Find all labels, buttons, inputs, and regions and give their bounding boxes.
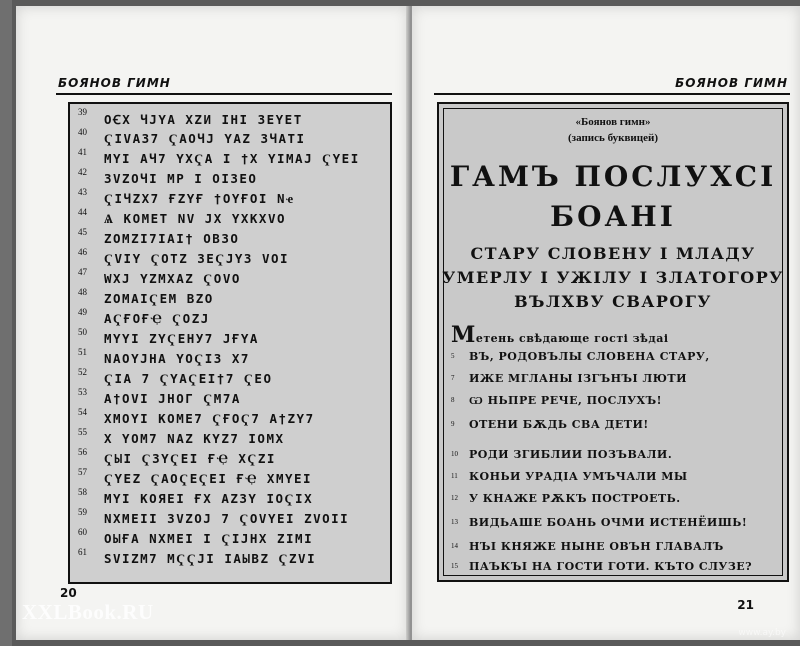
line-number: 61 xyxy=(78,547,87,557)
line-number: 54 xyxy=(78,407,87,417)
right-page-number: 21 xyxy=(737,598,754,612)
line-text: ZОМАІҀЕМ ВZО xyxy=(104,291,214,306)
line-text: ОꞒХ ЧЈҮА ХZИ ІНІ ЗЕҮЕТ xyxy=(104,112,303,127)
line-number: 47 xyxy=(78,267,87,277)
main-title-line-2: БОАНІ xyxy=(550,200,676,233)
line-text: ҀІА 7 ҀҮАҀЕІ†7 ҀЕО xyxy=(104,371,273,386)
verse-text: ПАЪКЪІ НА ГОСТИ ГОТИ. КЪТО СЛУЗЕ? xyxy=(469,560,753,573)
line-text: ХМОҮІ КОМЕ7 ҀҒОҀ7 А†ZҮ7 xyxy=(104,411,315,426)
line-number: 49 xyxy=(78,307,87,317)
line-text: А†ОVІ ЈНОГ ҀМ7А xyxy=(104,391,241,406)
verse-text-body: етень свѣдающе гості зѣдаі xyxy=(475,332,669,345)
verse-number: 5 xyxy=(451,352,455,360)
line-number: 56 xyxy=(78,447,87,457)
script-frame xyxy=(68,102,392,584)
line-number: 44 xyxy=(78,207,87,217)
line-text: NАОҮЈНА ҮОҀІЗ Х7 xyxy=(104,351,250,366)
text-frame xyxy=(437,102,789,582)
line-number: 40 xyxy=(78,127,87,137)
subtitle-line-3: ВЪЛХВУ СВАРОГУ xyxy=(514,292,712,311)
line-text: МҮІ АЧ7 ҮХҀА І †Х ҮІМАЈ ҀҮЕІ xyxy=(104,151,360,166)
verse-number: 8 xyxy=(451,396,455,404)
line-text: ҀІЧZХ7 ҒZҮҒ †ОҮҒОІ Nҽ xyxy=(104,191,295,206)
book-spread xyxy=(12,0,800,646)
line-number: 45 xyxy=(78,227,87,237)
line-text: ҀІVАЗ7 ҀАОЧЈ ҮАZ ЗЧАТІ xyxy=(104,131,306,146)
line-text: ЗVZОЧІ МР І ОІЗЕО xyxy=(104,171,258,186)
verse-number: 12 xyxy=(451,494,458,502)
main-title-line-1: ГАМЪ ПОСЛУХСІ xyxy=(449,160,777,193)
line-text: ЅVІZМ7 МҀҀЈІ ІАЫВZ ҀZVІ xyxy=(104,551,317,566)
line-number: 55 xyxy=(78,427,87,437)
subtitle-line-2: УМЕРЛУ І УЖІЛУ І ЗЛАТОГОРУ xyxy=(442,268,784,287)
caption-subtitle: (запись буквицей) xyxy=(568,132,658,144)
line-text: ZОМZІ7ІАІ† ОВЗО xyxy=(104,231,240,246)
left-head-rule xyxy=(56,93,392,95)
line-number: 53 xyxy=(78,387,87,397)
verse-text: НЪІ КНЯЖЕ НЫНЕ ОВЪН ГЛАВАЛЪ xyxy=(469,540,724,553)
drop-cap: М xyxy=(451,322,476,348)
verse-text: ВИДЬАШЕ БОАНЬ ОЧМИ ИСТЕНЁИШЬ! xyxy=(469,516,748,529)
right-head-rule xyxy=(434,93,790,95)
line-number: 51 xyxy=(78,347,87,357)
line-number: 42 xyxy=(78,167,87,177)
verse-number: 7 xyxy=(451,374,455,382)
line-number: 52 xyxy=(78,367,87,377)
line-text: МҮІ КОЯЕІ ҒХ АZЗҮ ІОҀІХ xyxy=(104,491,314,506)
subtitle-line-1: СТАРУ СЛОВЕНУ І МЛАДУ xyxy=(470,244,756,263)
line-number: 43 xyxy=(78,187,87,197)
watermark-logo: XXLBook.RU xyxy=(22,600,154,624)
line-text: ҀҮЕZ ҀАОҀЕҀЕІ ҒҾ ХМҮЕІ xyxy=(104,471,313,486)
verse-number: 10 xyxy=(451,450,458,458)
watermark-url: www.ay.by xyxy=(738,628,786,638)
line-text: МҮҮІ ZҮҀЕНУ7 ЈҒҮА xyxy=(104,331,259,346)
line-number: 60 xyxy=(78,527,87,537)
line-text: АҀҒОҒҾ ҀОZЈ xyxy=(104,311,210,326)
verse-text: У КНАЖЕ РѪКЪ ПОСТРОЕТЬ. xyxy=(469,492,681,505)
right-page xyxy=(412,6,800,640)
left-running-head: БОЯНОВ ГИМН xyxy=(58,76,171,90)
verse-text: ИЖЕ МГЛАНЫ ІЗГЪНЪІ ЛЮТИ xyxy=(469,372,687,385)
line-text: Ѧ КОМЕТ NV ЈХ ҮХКХVО xyxy=(104,211,287,226)
left-page xyxy=(16,6,408,640)
line-text: Х ҮОМ7 NАZ КҮZ7 ІОМХ xyxy=(104,431,285,446)
line-number: 46 xyxy=(78,247,87,257)
verse-text xyxy=(451,322,669,348)
line-text: WХЈ ҮZМХАZ ҀОVО xyxy=(104,271,241,286)
verse-number: 15 xyxy=(451,562,458,570)
verse-number: 14 xyxy=(451,542,458,550)
verse-text: РОДИ ЗГИБЛИИ ПОЗЪВАЛИ. xyxy=(469,448,673,461)
verse-text: ОТЕНИ БѪДЬ СВА ДЕТИ! xyxy=(469,418,649,431)
verse-text: КОНЬИ УРАДІА УМЪЧАЛИ МЫ xyxy=(469,470,688,483)
left-page-number: 20 xyxy=(60,586,77,600)
right-running-head: БОЯНОВ ГИМН xyxy=(675,76,788,90)
line-number: 48 xyxy=(78,287,87,297)
caption-title: «Боянов гимн» xyxy=(575,116,651,128)
line-text: ОЫҒА NХМЕІ І ҀІЈНХ ZІМІ xyxy=(104,531,314,546)
verse-text: ВЪ, РОДОВЪЛЫ СЛОВЕНА СТАРУ, xyxy=(469,350,710,363)
line-text: ҀЫІ ҀЗҮҀЕІ ҒҾ ХҀZІ xyxy=(104,451,276,466)
line-number: 57 xyxy=(78,467,87,477)
line-number: 58 xyxy=(78,487,87,497)
line-number: 41 xyxy=(78,147,87,157)
line-number: 50 xyxy=(78,327,87,337)
verse-text: Ѡ НЬПРЕ РЕЧЕ, ПОСЛУХЪ! xyxy=(469,394,662,407)
line-text: ҀVІҮ ҀОТZ ЗЕҀЈҮЗ VОІ xyxy=(104,251,290,266)
line-text: NХМЕІІ ЗVZОЈ 7 ҀОVҮЕІ ZVОІІ xyxy=(104,511,350,526)
verse-number: 13 xyxy=(451,518,458,526)
verse-number: 9 xyxy=(451,420,455,428)
verse-number: 11 xyxy=(451,472,458,480)
line-number: 59 xyxy=(78,507,87,517)
line-number: 39 xyxy=(78,107,87,117)
